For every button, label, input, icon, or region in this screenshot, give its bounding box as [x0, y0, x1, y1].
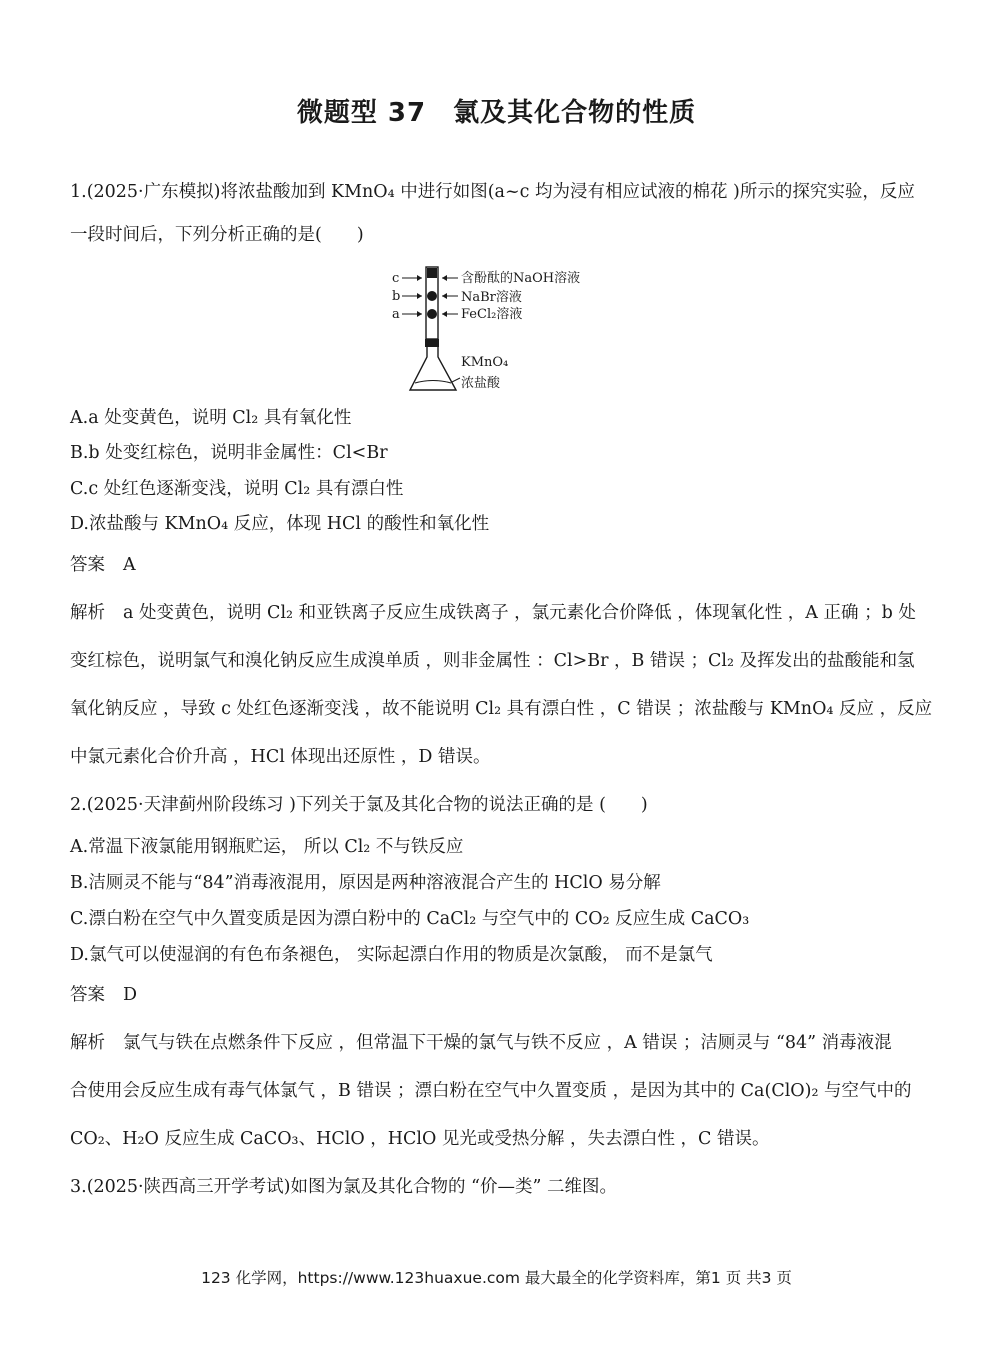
arrow-head-icon	[417, 275, 422, 281]
q1-option-b: B.b 处变红棕色，说明非金属性：Cl<Br	[70, 443, 388, 463]
label-c: c	[392, 271, 400, 286]
q2-option-b: B.洁厕灵不能与“84”消毒液混用，原因是两种溶液混合产生的 HClO 易分解	[70, 873, 661, 893]
flask-pointer	[452, 378, 460, 382]
q1-answer-value: A	[123, 555, 136, 575]
q2-analysis-text: 氯气与铁在点燃条件下反应 ，但常温下干燥的氯气与铁不反应 ，A 错误 ；洁厕灵与 “84” 消毒液混	[123, 1033, 892, 1053]
q2-answer-row	[70, 983, 137, 1007]
label-a: a	[392, 307, 400, 322]
apparatus-diagram	[388, 262, 618, 397]
q1-stem-line1: 1.(2025·广东模拟)将浓盐酸加到 KMnO₄ 中进行如图(a~c 均为浸有相应试液的棉花 )所示的探究实验，反应	[70, 182, 915, 202]
q1-answer-row	[70, 553, 136, 577]
q1-option-a: A.a 处变黄色，说明 Cl₂ 具有氧化性	[70, 408, 352, 428]
page-footer: 123 化学网，https://www.123huaxue.com 最大最全的化学资料库，第1 页 共3 页	[201, 1269, 792, 1287]
liquid-level	[415, 381, 451, 384]
flask-acid-label: 浓盐酸	[461, 376, 501, 391]
q2-analysis-line3: CO₂、H₂O 反应生成 CaCO₃、HClO ，HClO 见光或受热分解 ，失去漂白性 ，C 错误。	[70, 1129, 770, 1149]
q1-option-c: C.c 处红色逐渐变浅，说明 Cl₂ 具有漂白性	[70, 479, 404, 499]
c-solution-label: 含酚酞的NaOH溶液	[461, 271, 581, 286]
b-solution-label: NaBr溶液	[461, 290, 522, 305]
arrow-head-icon	[417, 293, 422, 299]
cotton-b	[427, 291, 437, 301]
q2-analysis-line2: 合使用会反应生成有毒气体氯气 ，B 错误 ；漂白粉在空气中久置变质 ，是因为其中的 Ca(ClO)₂ 与空气中的	[70, 1081, 912, 1101]
q2-option-d: D.氯气可以使湿润的有色布条褪色， 实际起漂白作用的物质是次氯酸， 而不是氯气	[70, 945, 713, 965]
arrow-head-icon	[417, 311, 422, 317]
flask-reagent-label: KMnO₄	[461, 355, 509, 370]
page-title: 微题型 37 氯及其化合物的性质	[296, 98, 697, 128]
q2-analysis-label: 解析	[70, 1033, 105, 1053]
stopper	[425, 339, 439, 347]
arrow-head-icon	[442, 311, 447, 317]
label-b: b	[392, 289, 401, 304]
arrow-head-icon	[442, 293, 447, 299]
q2-stem: 2.(2025·天津蓟州阶段练习 )下列关于氯及其化合物的说法正确的是 ( )	[70, 795, 648, 815]
q2-analysis-line1	[70, 1031, 892, 1055]
q1-analysis-label: 解析	[70, 603, 105, 623]
q3-stem: 3.(2025·陕西高三开学考试)如图为氯及其化合物的 “价—类” 二维图。	[70, 1177, 617, 1197]
q2-answer-label: 答案	[70, 985, 105, 1005]
cotton-a	[427, 309, 437, 319]
q1-answer-label: 答案	[70, 555, 105, 575]
q1-analysis-line3: 氧化钠反应 ，导致 c 处红色逐渐变浅 ，故不能说明 Cl₂ 具有漂白性 ，C 错误 ；浓盐酸与 KMnO₄ 反应 ，反应	[70, 699, 933, 719]
q2-option-c: C.漂白粉在空气中久置变质是因为漂白粉中的 CaCl₂ 与空气中的 CO₂ 反应生成 CaCO₃	[70, 909, 750, 929]
q1-analysis-line1	[70, 601, 916, 625]
q2-option-a: A.常温下液氯能用钢瓶贮运， 所以 Cl₂ 不与铁反应	[70, 837, 464, 857]
q2-answer-value: D	[123, 985, 138, 1005]
q1-stem-line2: 一段时间后，下列分析正确的是( )	[70, 225, 364, 245]
a-solution-label: FeCl₂溶液	[461, 307, 523, 322]
q1-analysis-line2: 变红棕色，说明氯气和溴化钠反应生成溴单质 ，则非金属性 ：Cl>Br ，B 错误 ；Cl₂ 及挥发出的盐酸能和氢	[70, 651, 915, 671]
q1-analysis-text: a 处变黄色，说明 Cl₂ 和亚铁离子反应生成铁离子 ，氯元素化合价降低 ，体现氧化性 ，A 正确 ；b 处	[123, 603, 916, 623]
q1-apparatus-figure	[388, 262, 618, 397]
arrow-head-icon	[442, 275, 447, 281]
cotton-c	[427, 268, 437, 278]
q1-analysis-line4: 中氯元素化合价升高 ，HCl 体现出还原性 ，D 错误。	[70, 747, 491, 767]
q1-option-d: D.浓盐酸与 KMnO₄ 反应，体现 HCl 的酸性和氧化性	[70, 514, 490, 534]
conical-flask	[410, 347, 456, 390]
